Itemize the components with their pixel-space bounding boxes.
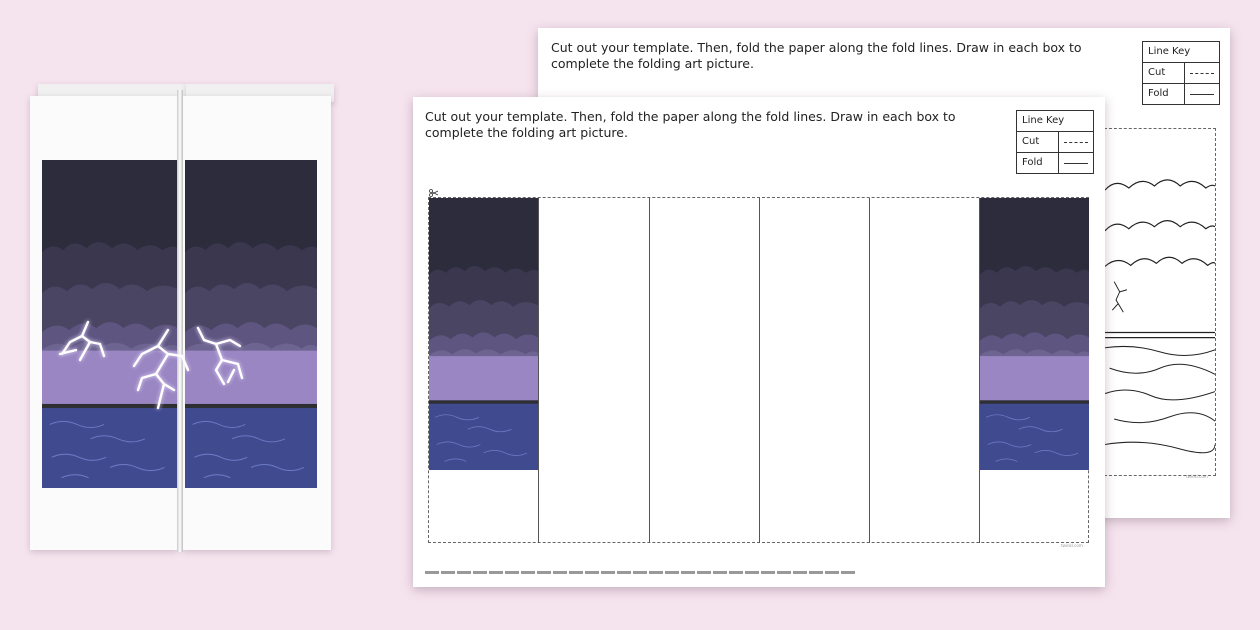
fold-line-5	[979, 198, 980, 543]
fold-line-2	[649, 198, 650, 543]
line-key-title: Line Key	[1143, 42, 1219, 63]
lightning-bolt-icon	[48, 310, 308, 420]
back-sheet-instruction: Cut out your template. Then, fold the paper along the fold lines. Draw in each box to complete the folding art picture.	[551, 40, 1082, 71]
front-line-key	[1016, 110, 1094, 174]
scissors-icon	[429, 189, 439, 197]
front-template-sheet	[413, 97, 1105, 587]
back-line-key	[1142, 41, 1220, 105]
line-key-fold-label: Fold	[1017, 153, 1059, 173]
line-key-cut-label: Cut	[1143, 63, 1185, 83]
line-key-fold-label: Fold	[1143, 84, 1185, 104]
disclaimer-text-line	[425, 571, 855, 574]
storm-outline-picture	[1105, 129, 1215, 475]
back-outline-panel	[1104, 128, 1216, 476]
fold-line-1	[538, 198, 539, 543]
line-key-cut-label: Cut	[1017, 132, 1059, 152]
folded-craft-preview	[28, 80, 338, 555]
template-frame	[428, 197, 1089, 543]
back-footer-brand: twinkl.com	[1186, 474, 1208, 479]
storm-picture-panel-right	[980, 198, 1089, 470]
line-key-title: Line Key	[1017, 111, 1093, 132]
fold-line-4	[869, 198, 870, 543]
front-sheet-instruction: Cut out your template. Then, fold the paper along the fold lines. Draw in each box to complete the folding art picture.	[425, 109, 956, 140]
storm-picture-panel-left	[429, 198, 538, 470]
fold-line-3	[759, 198, 760, 543]
front-footer-brand: twinkl.com	[1061, 543, 1083, 548]
